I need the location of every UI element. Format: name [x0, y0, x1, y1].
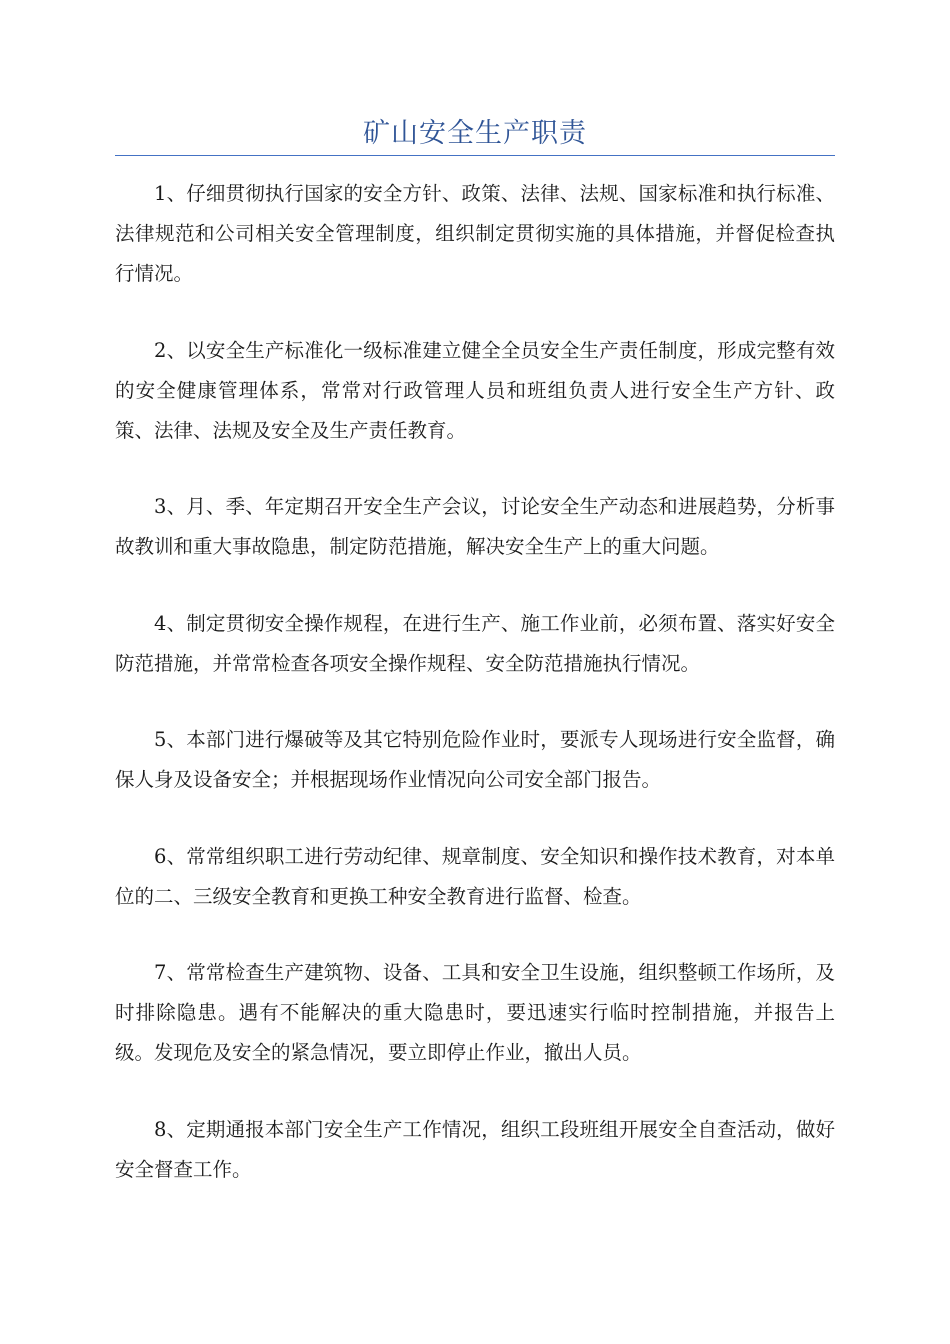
document-title: 矿山安全生产职责	[363, 118, 587, 149]
title-underline-rule	[115, 155, 835, 156]
paragraph-6: 6、常常组织职工进行劳动纪律、规章制度、安全知识和操作技术教育，对本单位的二、三级安全教育和更换工种安全教育进行监督、检查。	[115, 844, 835, 908]
paragraph-7: 7、常常检查生产建筑物、设备、工具和安全卫生设施，组织整顿工作场所，及时排除隐患。遇有不能解决的重大隐患时，要迅速实行临时控制措施，并报告上级。发现危及安全的紧急情况，要立即停止作业，撤出人员。	[115, 961, 835, 1064]
paragraph-2: 2、以安全生产标准化一级标准建立健全全员安全生产责任制度，形成完整有效的安全健康管理体系，常常对行政管理人员和班组负责人进行安全生产方针、政策、法律、法规及安全及生产责任教育。	[115, 338, 835, 442]
paragraph-1: 1、仔细贯彻执行国家的安全方针、政策、法律、法规、国家标准和执行标准、法律规范和公司相关安全管理制度，组织制定贯彻实施的具体措施，并督促检查执行情况。	[115, 182, 835, 285]
paragraph-8: 8、定期通报本部门安全生产工作情况，组织工段班组开展安全自查活动，做好安全督查工作。	[115, 1117, 835, 1181]
paragraph-3: 3、月、季、年定期召开安全生产会议，讨论安全生产动态和进展趋势，分析事故教训和重大事故隐患，制定防范措施，解决安全生产上的重大问题。	[115, 495, 835, 558]
paragraph-4: 4、制定贯彻安全操作规程，在进行生产、施工作业前，必须布置、落实好安全防范措施，并常常检查各项安全操作规程、安全防范措施执行情况。	[115, 611, 835, 675]
document-body	[115, 174, 835, 1226]
paragraph-5: 5、本部门进行爆破等及其它特别危险作业时，要派专人现场进行安全监督，确保人身及设备安全；并根据现场作业情况向公司安全部门报告。	[115, 728, 835, 791]
